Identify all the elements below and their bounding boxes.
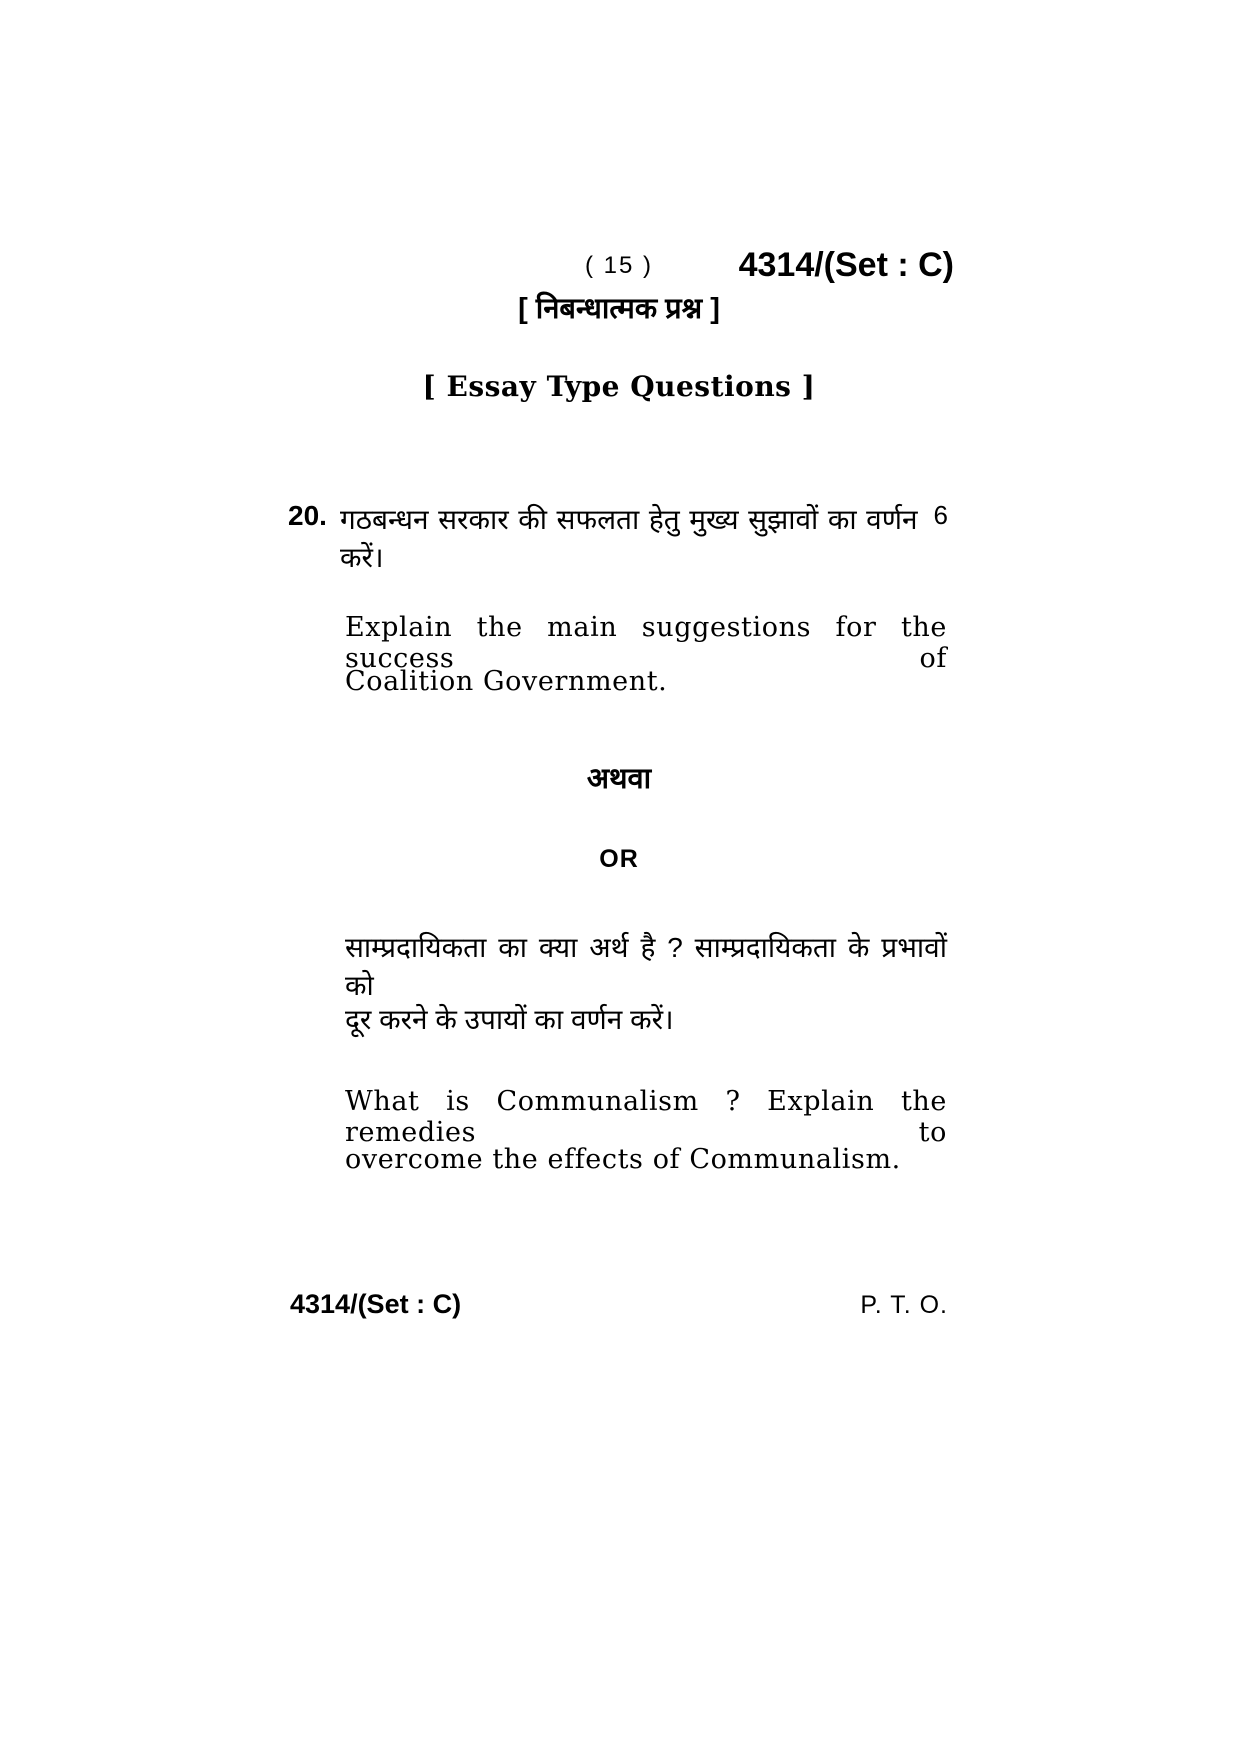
page-footer [290, 1289, 948, 1320]
question-20 [288, 500, 948, 576]
paper-code-footer: 4314/(Set : C) [290, 1289, 462, 1319]
alt-question-hindi-line-1: साम्प्रदायिकता का क्या अर्थ है ? साम्प्रदायिकता के प्रभावों को [345, 932, 947, 1001]
section-heading-english: [ Essay Type Questions ] [422, 370, 816, 403]
alt-question-english-line-2: overcome the effects of Communalism. [345, 1144, 901, 1175]
alt-question-english-line-1: What is Communalism ? Explain the remedies to [345, 1086, 947, 1148]
page-header [290, 246, 954, 288]
section-heading-hindi: [ निबन्धात्मक प्रश्न ] [518, 293, 720, 325]
paper-code-header: 4314/(Set : C) [738, 246, 954, 284]
or-divider-hindi: अथवा [586, 763, 652, 795]
question-number: 20. [288, 500, 327, 531]
question-hindi-text: गठबन्धन सरकार की सफलता हेतु मुख्य सुझावों का वर्णन करें। [340, 504, 918, 573]
alt-question-hindi-line-2: दूर करने के उपायों का वर्णन करें। [345, 1004, 674, 1035]
page-number: ( 15 ) [584, 252, 653, 279]
pto-label: P. T. O. [860, 1291, 948, 1319]
or-divider-english: OR [599, 845, 639, 873]
question-marks: 6 [933, 500, 948, 530]
question-english-line-1: Explain the main suggestions for the success of [345, 612, 947, 674]
question-english-line-2: Coalition Government. [345, 666, 668, 697]
